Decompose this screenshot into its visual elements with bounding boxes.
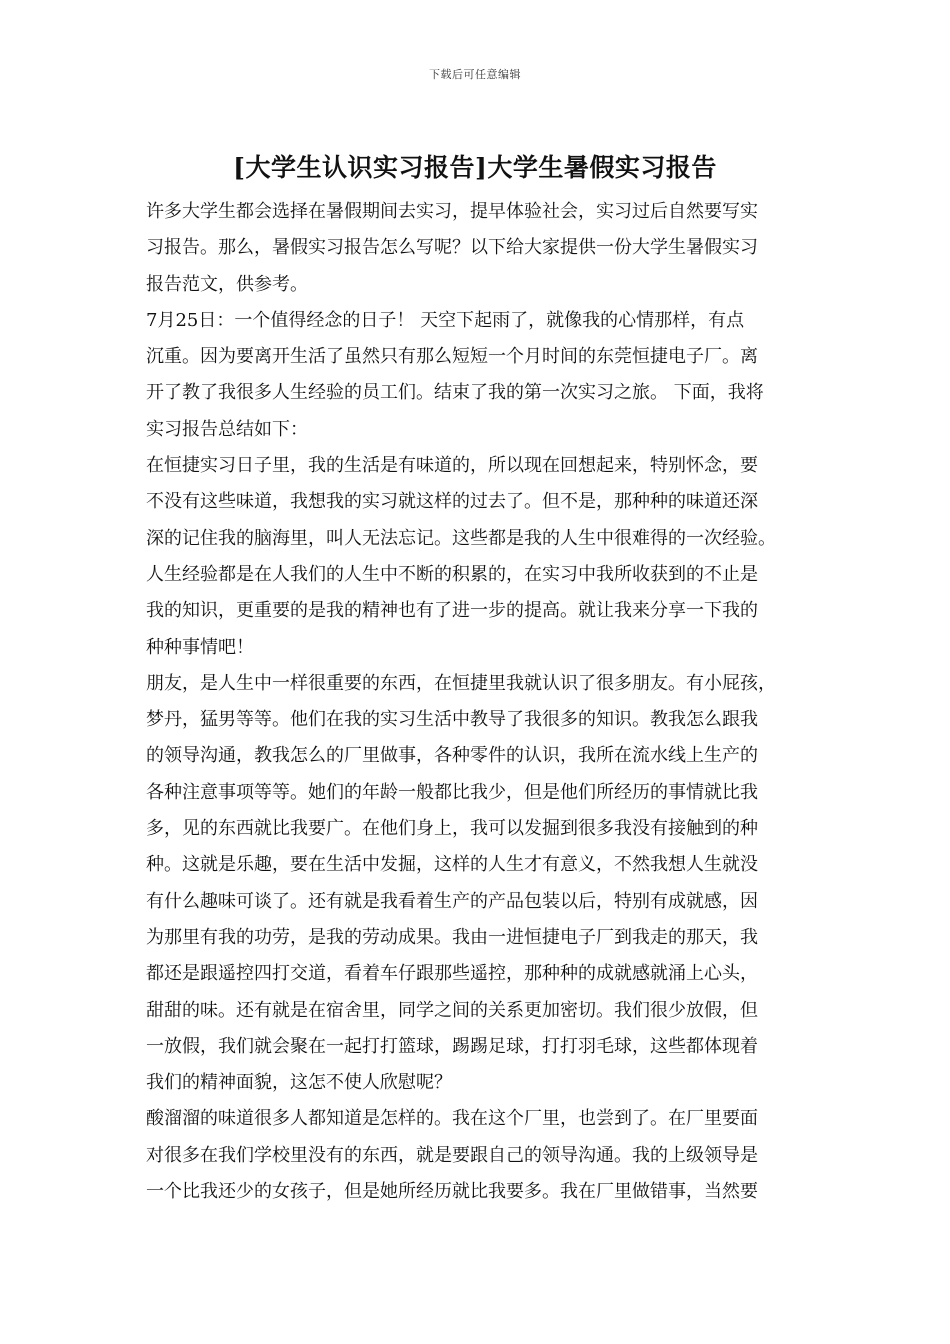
text-line: 习报告。那么，暑假实习报告怎么写呢？以下给大家提供一份大学生暑假实习 [146,237,758,259]
paragraph [146,1101,810,1210]
text-line: 不没有这些味道，我想我的实习就这样的过去了。但不是，那种种的味道还深 [146,491,758,513]
text-line: 我们的精神面貌，这怎不使人欣慰呢？ [146,1072,452,1094]
text-line: 酸溜溜的味道很多人都知道是怎样的。我在这个厂里，也尝到了。在厂里要面 [146,1108,758,1130]
text-line: 人生经验都是在人我们的人生中不断的积累的，在实习中我所收获到的不止是 [146,563,758,585]
paragraph [146,194,810,303]
text-line: 的领导沟通，教我怎么的厂里做事，各种零件的认识，我所在流水线上生产的 [146,745,758,767]
text-line: 朋友，是人生中一样很重要的东西，在恒捷里我就认识了很多朋友。有小屁孩， [146,672,776,694]
text-line: 对很多在我们学校里没有的东西，就是要跟自己的领导沟通。我的上级领导是 [146,1144,758,1166]
text-line: 7月25日：一个值得经念的日子！ 天空下起雨了，就像我的心情那样，有点 [146,309,745,331]
text-line: 各种注意事项等等。她们的年龄一般都比我少，但是他们所经历的事情就比我 [146,781,758,803]
text-line: 有什么趣味可谈了。还有就是我看着生产的产品包装以后，特别有成就感，因 [146,890,758,912]
text-line: 为那里有我的功劳，是我的劳动成果。我由一进恒捷电子厂到我走的那天，我 [146,926,758,948]
text-line: 一个比我还少的女孩子，但是她所经历就比我要多。我在厂里做错事，当然要 [146,1181,758,1203]
text-line: 种。这就是乐趣，要在生活中发掘，这样的人生才有意义，不然我想人生就没 [146,854,758,876]
text-line: 甜甜的味。还有就是在宿舍里，同学之间的关系更加密切。我们很少放假，但 [146,999,758,1021]
text-line: 深的记住我的脑海里，叫人无法忘记。这些都是我的人生中很难得的一次经验。 [146,527,776,549]
text-line: 在恒捷实习日子里，我的生活是有味道的，所以现在回想起来，特别怀念，要 [146,455,758,477]
document-title: [大学生认识实习报告]大学生暑假实习报告 [233,153,717,182]
text-line: 报告范文，供参考。 [146,273,308,295]
text-line: 实习报告总结如下： [146,418,308,440]
text-line: 梦丹，猛男等等。他们在我的实习生活中教导了我很多的知识。教我怎么跟我 [146,709,758,731]
text-line: 多，见的东西就比我要广。在他们身上，我可以发掘到很多我没有接触到的种 [146,818,758,840]
text-line: 许多大学生都会选择在暑假期间去实习，提早体验社会，实习过后自然要写实 [146,201,758,222]
text-line: 一放假，我们就会聚在一起打打篮球，踢踢足球，打打羽毛球，这些都体现着 [146,1035,758,1057]
document-body [146,194,810,1210]
paragraph [146,666,810,1102]
header-note: 下载后可任意编辑 [429,68,521,81]
text-line: 种种事情吧！ [146,636,254,658]
text-line: 我的知识，更重要的是我的精神也有了进一步的提高。就让我来分享一下我的 [146,600,758,622]
text-line: 都还是跟遥控四打交道，看着车仔跟那些遥控，那种种的成就感就涌上心头， [146,963,758,985]
text-line: 沉重。因为要离开生活了虽然只有那么短短一个月时间的东莞恒捷电子厂。离 [146,346,758,368]
text-line: 开了教了我很多人生经验的员工们。结束了我的第一次实习之旅。 下面，我将 [146,382,764,404]
paragraph [146,303,810,448]
paragraph [146,448,810,666]
